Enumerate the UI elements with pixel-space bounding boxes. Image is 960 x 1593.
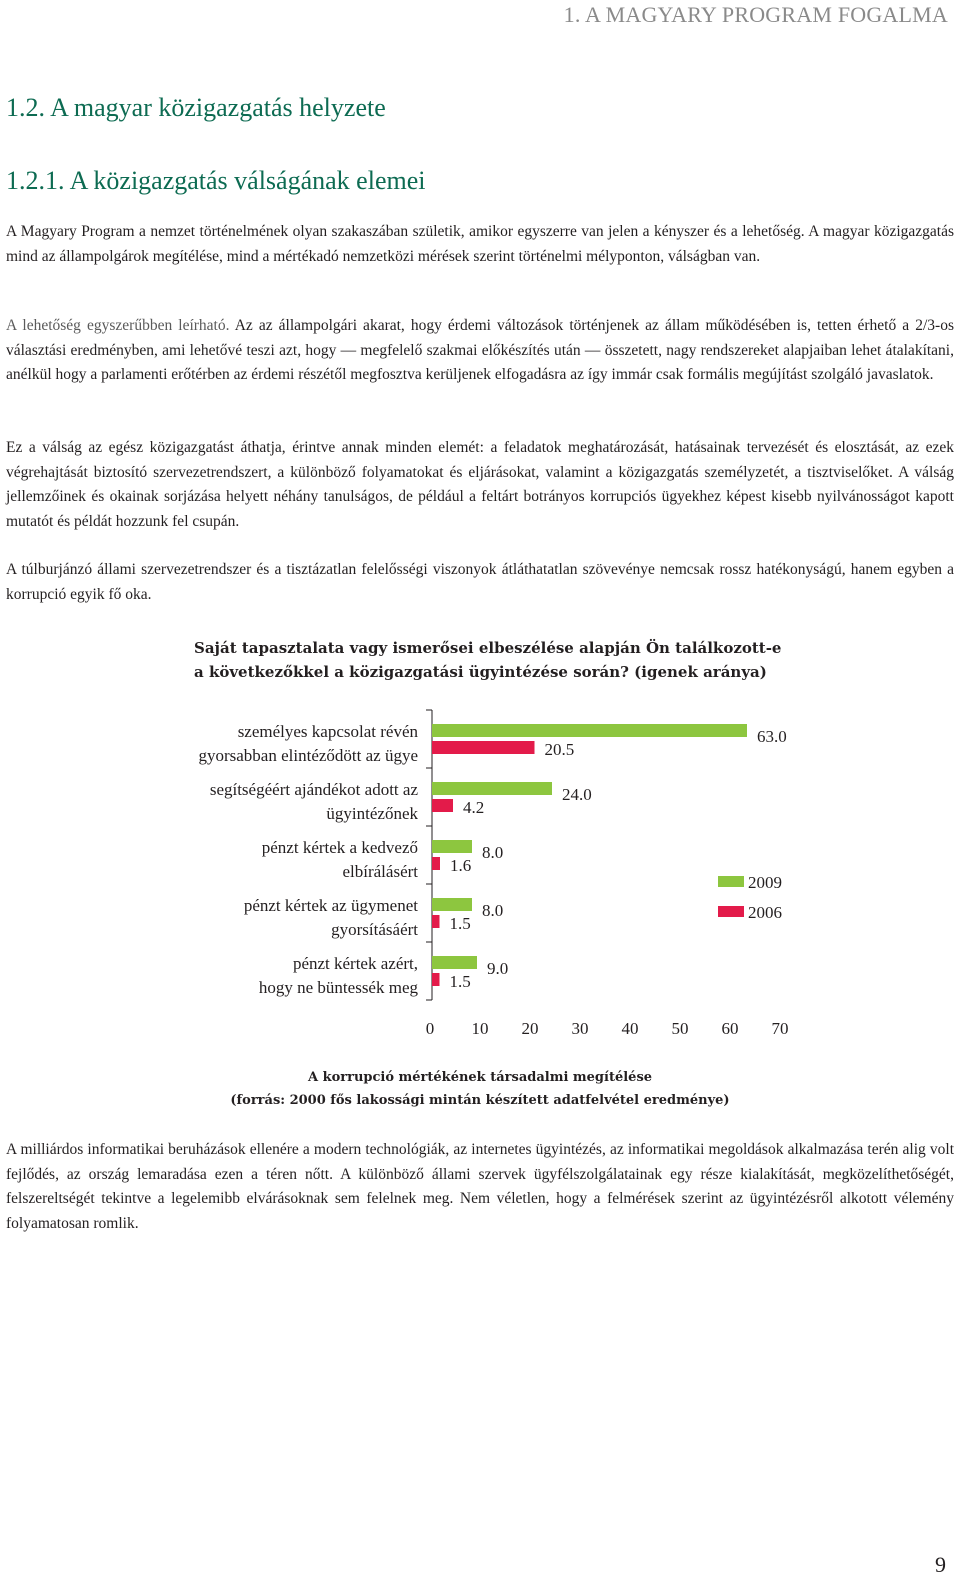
value-label-2006: 1.6 [450,856,472,875]
category-label: segítségéért ajándékot adott az [209,780,418,799]
paragraph-it-investment: A milliárdos informatikai beruházások ellenére a modern technológiák, az internetes ügyintézés, az informatikai megoldások alkalmazása terén alig volt fejlődés, az ország lemaradása ezen a téren nőtt. A különböző állami szervek ügyfélszolgálatainak egy része kialakítását, megközelíthetőségét, felszereltségét tekintve a legelemibb elvárásoknak sem felelnek meg. Nem véletlen, hogy a felmérések szerint az ügyintézésről alkotott vélemény folyamatosan romlik. [6,1141,954,1232]
legend-label-2006: 2006 [748,903,782,922]
bar-2006 [432,799,453,812]
category-label: pénzt kértek a kedvező [261,838,418,857]
running-header: 1. A MAGYARY PROGRAM FOGALMA [563,2,948,27]
paragraph-opportunity-body: Az az állampolgári akarat, hogy érdemi változások történjenek az állam működésében is, tetten érhető a 2/3-os választási eredményben, ami lehetővé teszi azt, hogy — megfelelő szakmai előkészítés után — összetett, nagy rendszereket alapjaiban lehet átalakítani, anélkül hogy a parlamenti erőtérben az érdemi részétől megfosztva kerüljenek elfogadásra az így immár csak formális megújítást szolgáló javaslatok. [6,317,954,383]
x-tick-label: 30 [571,1019,589,1038]
x-tick-label: 20 [521,1019,539,1038]
legend-swatch-2006 [718,906,744,917]
subsection-heading: 1.2.1. A közigazgatás válságának elemei [6,166,426,195]
value-label-2006: 1.5 [449,914,471,933]
category-label: ügyintézőnek [326,804,418,823]
value-label-2009: 9.0 [487,959,509,978]
chart-title-line-1: Saját tapasztalata vagy ismerősei elbeszélése alapján Ön találkozott-e [194,639,782,657]
value-label-2006: 4.2 [463,798,485,817]
x-tick-label: 0 [425,1019,435,1038]
value-label-2009: 8.0 [482,843,504,862]
x-tick-label: 40 [621,1019,639,1038]
value-label-2009: 8.0 [482,901,504,920]
legend-label-2009: 2009 [748,873,782,892]
bar-2009 [432,840,472,853]
paragraph-opportunity [6,314,954,388]
paragraph-intro: A Magyary Program a nemzet történelmének olyan szakaszában születik, amikor egyszerre van jelen a kényszer és a lehetőség. A magyar közigazgatás mind az állampolgárok megítélése, mind a mértékadó nemzetközi mérések szerint történelmi mélyponton, válságban van. [6,223,954,265]
paragraph-opportunity-lead: A lehetőség egyszerűbben leírható. [6,317,230,334]
category-label: pénzt kértek az ügymenet [243,896,418,915]
value-label-2009: 24.0 [562,785,592,804]
category-label: gyorsabban elintéződött az ügye [198,746,418,765]
chart-title [194,636,834,684]
chart-caption [0,1066,960,1112]
bar-2006 [432,857,440,870]
x-tick-label: 10 [471,1019,489,1038]
category-label: hogy ne büntessék meg [258,978,418,997]
bar-2009 [432,782,552,795]
bar-2009 [432,724,747,737]
corruption-bar-chart [0,700,960,1050]
x-tick-label: 60 [721,1019,739,1038]
bar-2006 [432,915,440,928]
category-label: pénzt kértek azért, [292,954,418,973]
page-number: 9 [935,1552,946,1577]
chart-title-line-2: a következőkkel a közigazgatási ügyintézése során? (igenek aránya) [194,663,767,681]
value-label-2006: 1.5 [449,972,471,991]
bar-2006 [432,973,440,986]
chart-caption-line-2: (forrás: 2000 fős lakossági mintán készített adatfelvétel eredménye) [230,1093,730,1108]
bar-2009 [432,956,477,969]
bar-2006 [432,741,535,754]
section-heading: 1.2. A magyar közigazgatás helyzete [6,93,386,122]
x-tick-label: 70 [771,1019,789,1038]
category-label: személyes kapcsolat révén [237,722,418,741]
bar-2009 [432,898,472,911]
paragraph-organization: A túlburjánzó állami szervezetrendszer és a tisztázatlan felelősségi viszonyok átláthatatlan szövevénye nemcsak rossz hatékonyságú, hanem egyben a korrupció egyik fő oka. [6,561,954,603]
legend-swatch-2009 [718,876,744,887]
chart-caption-line-1: A korrupció mértékének társadalmi megítélése [307,1070,653,1085]
category-label: gyorsításáért [331,920,418,939]
value-label-2006: 20.5 [544,740,575,759]
paragraph-crisis: Ez a válság az egész közigazgatást áthatja, érintve annak minden elemét: a feladatok meghatározását, hatásainak tervezését és elosztását, az ezek végrehajtását biztosító szervezetrendszert, a különböző folyamatokat és eljárásokat, valamint a közigazgatás személyzetét, a tisztviselőket. A válság jellemzőinek és okainak sorjázása helyett néhány tanulságos, de például a feltárt botrányos korrupciós ügyekhez képest kisebb nyilvánosságot kapott mutatót és példát hozzunk fel csupán. [6,439,954,530]
value-label-2009: 63.0 [757,727,787,746]
category-label: elbírálásért [342,862,418,881]
x-tick-label: 50 [671,1019,689,1038]
